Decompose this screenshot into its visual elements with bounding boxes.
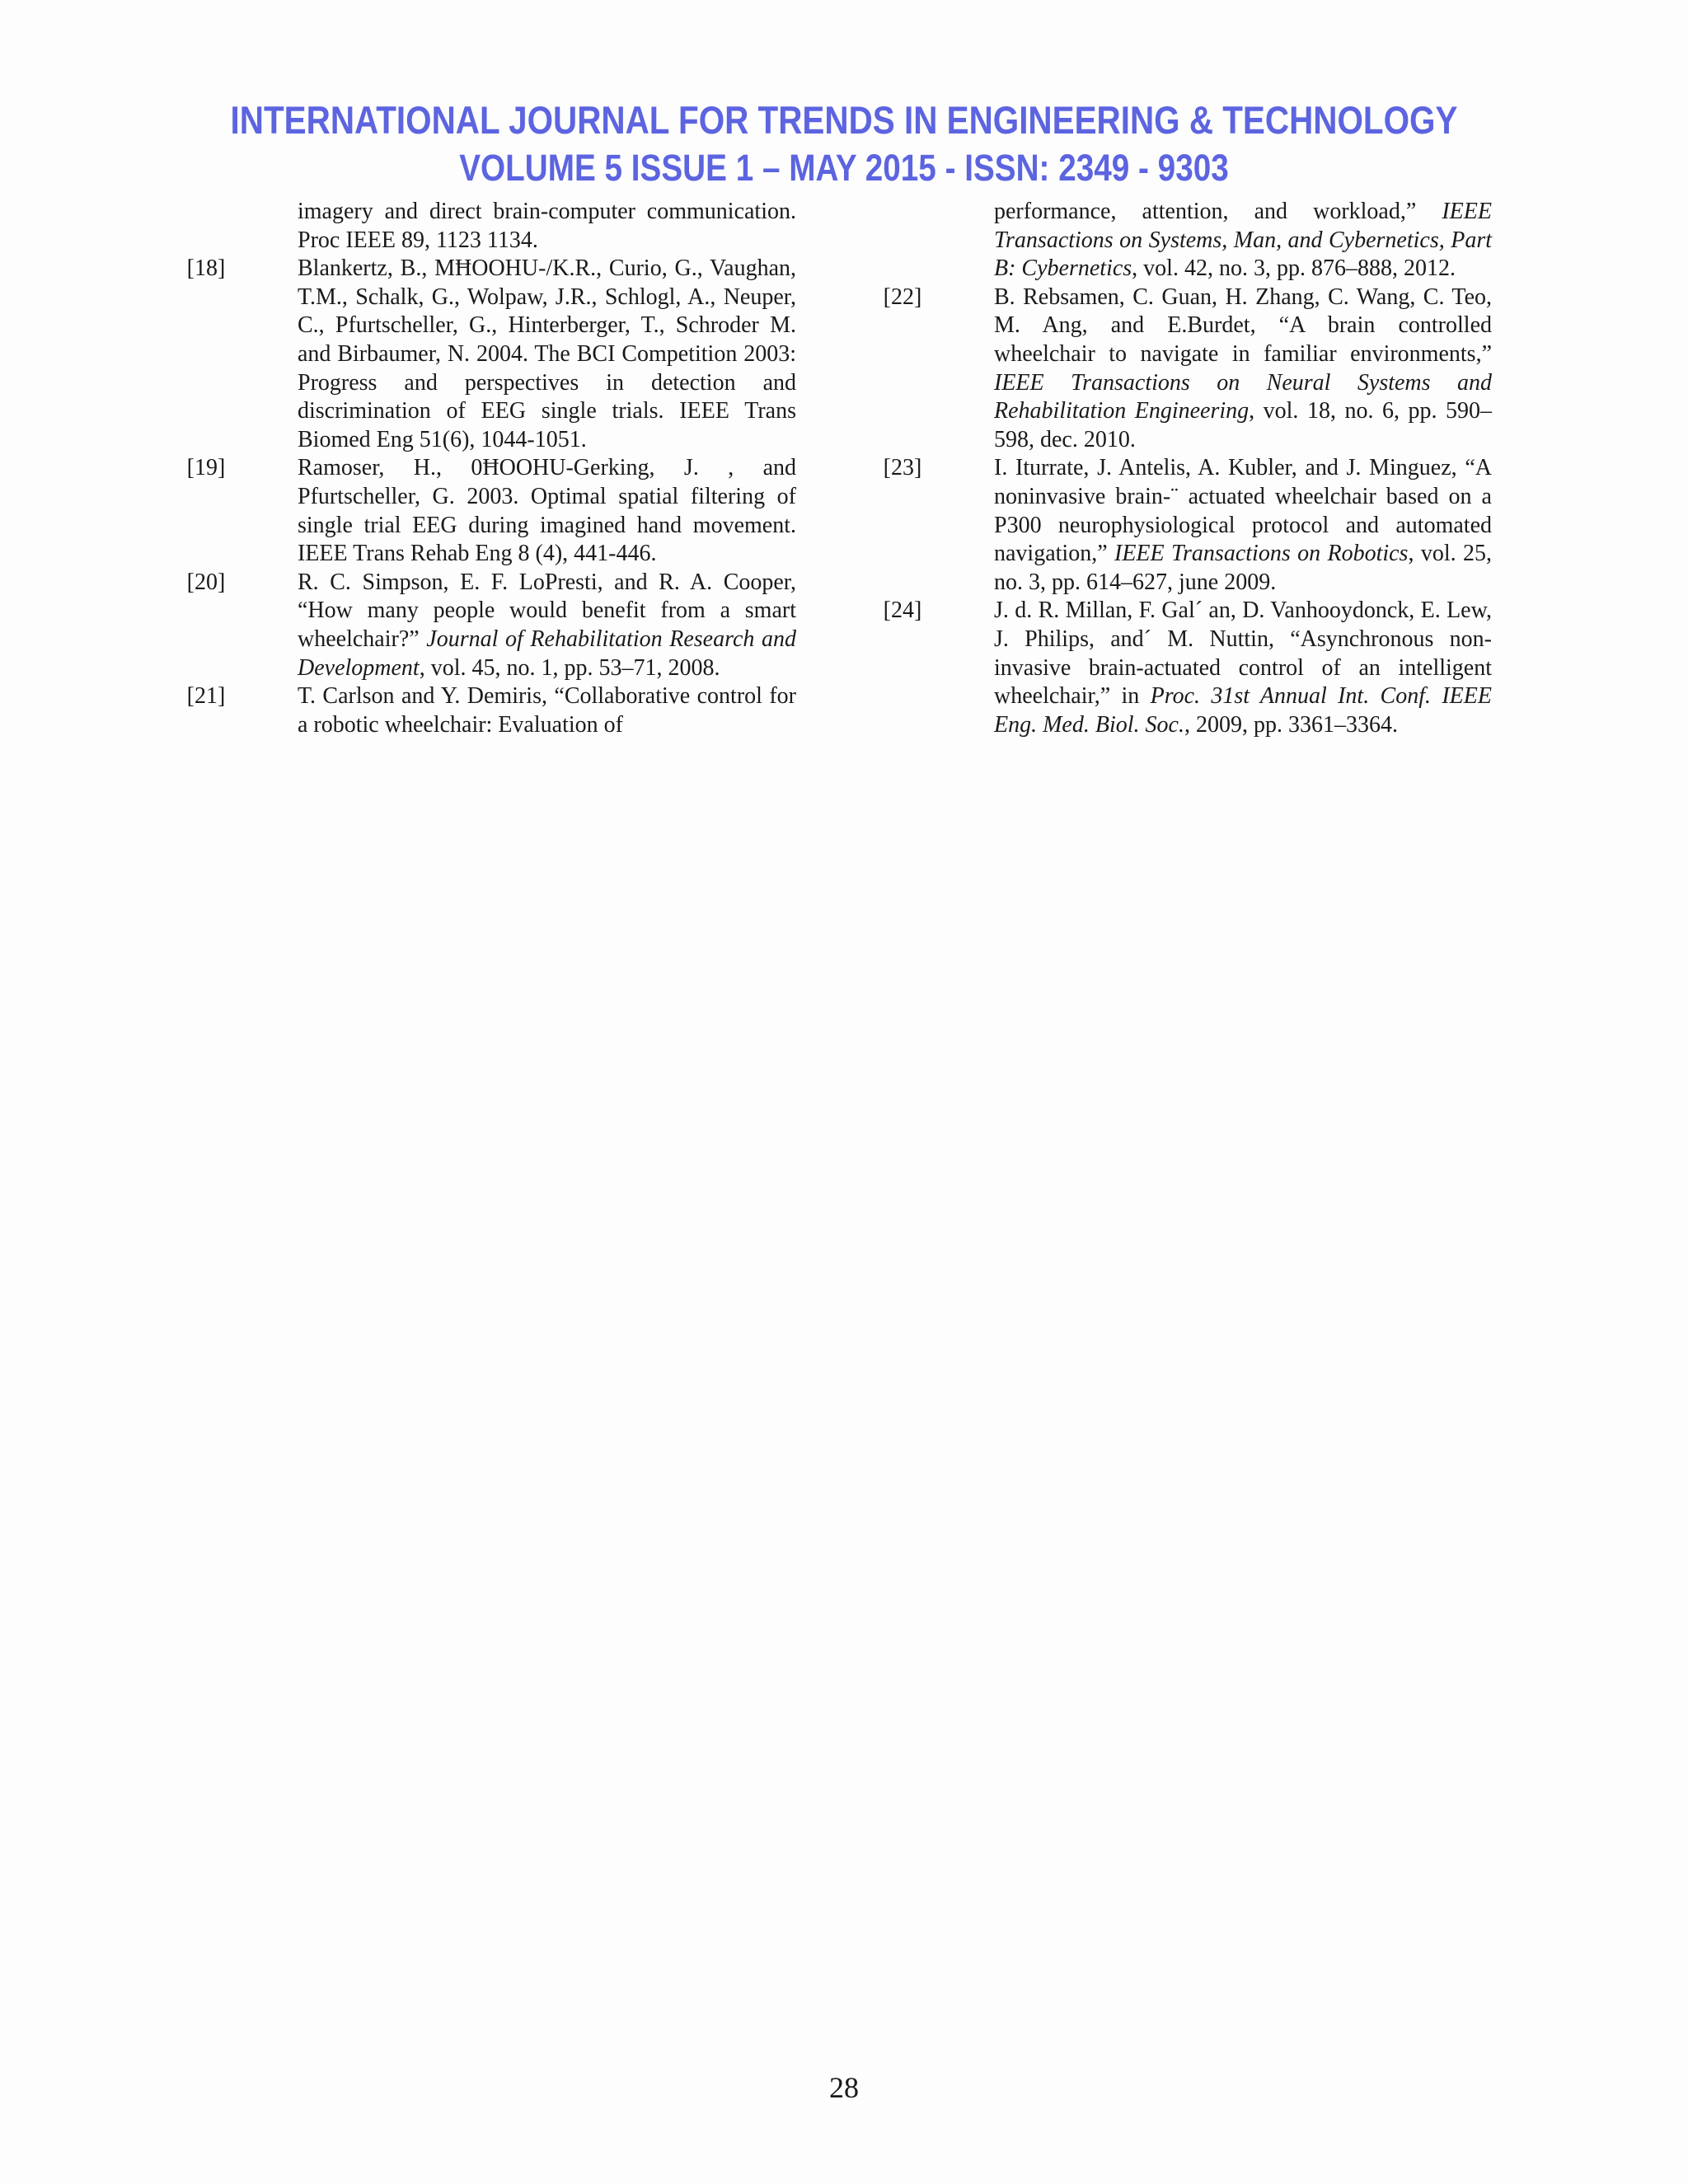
journal-title: INTERNATIONAL JOURNAL FOR TRENDS IN ENGINEERING & TECHNOLOGY bbox=[230, 98, 1458, 142]
reference-number: [20] bbox=[186, 569, 226, 595]
reference-22 bbox=[883, 284, 1493, 455]
page-number: 28 bbox=[829, 2071, 859, 2104]
journal-issue-line: VOLUME 5 ISSUE 1 – MAY 2015 - ISSN: 2349 - 9303 bbox=[459, 147, 1229, 189]
reference-number: [21] bbox=[186, 683, 226, 710]
reference-text-plain: , vol. 25, no. 3, pp. 614–627, june 2009. bbox=[994, 541, 1493, 595]
reference-19 bbox=[186, 454, 796, 568]
reference-text-plain: I. Iturrate, J. Antelis, A. Kubler, and J. Minguez, “A noninvasive brain-¨ actuated wheelchair based on a P300 neurophysiological protocol and automated navigation,” bbox=[994, 455, 1492, 567]
reference-text: Ramoser, H., 0ĦOOHU-Gerking, J. , and Pfurtscheller, G. 2003. Optimal spatial filtering of single trial EEG during imagined hand movement. IEEE Trans Rehab Eng 8 (4), 441-446. bbox=[298, 455, 796, 567]
reference-text bbox=[298, 569, 796, 682]
reference-text-plain: performance, attention, and workload,” bbox=[994, 199, 1442, 224]
reference-number: [18] bbox=[186, 255, 226, 282]
reference-number: [23] bbox=[883, 455, 922, 481]
references-left-column bbox=[186, 198, 797, 739]
reference-journal-name: IEEE Transactions on Neural Systems and Rehabilitation Engineering bbox=[994, 369, 1492, 424]
reference-text bbox=[994, 198, 1492, 284]
reference-text bbox=[994, 284, 1492, 455]
references-right-column bbox=[883, 198, 1493, 739]
reference-21 bbox=[186, 682, 796, 739]
reference-text-plain: , vol. 18, no. 6, pp. 590–598, dec. 2010. bbox=[994, 398, 1493, 452]
reference-text-plain: , vol. 45, no. 1, pp. 53–71, 2008. bbox=[419, 654, 720, 681]
reference-text-plain: , 2009, pp. 3361–3364. bbox=[1184, 711, 1398, 738]
reference-text bbox=[994, 597, 1492, 739]
reference-text-plain: J. d. R. Millan, F. Gal´ an, D. Vanhooydonck, E. Lew, J. Philips, and´ M. Nuttin, “Asynchronous non-invasive brain-actuated control of an intelligent wheelchair,” in bbox=[994, 598, 1492, 710]
reference-24 bbox=[883, 597, 1492, 739]
reference-20 bbox=[186, 569, 797, 682]
reference-text-plain: R. C. Simpson, E. F. LoPresti, and R. A. Cooper, “How many people would benefit from a smart wheelchair?” bbox=[298, 569, 796, 652]
reference-continuation bbox=[886, 198, 1492, 284]
reference-journal-name: Journal of Rehabilitation Research and Development bbox=[298, 626, 797, 681]
reference-18 bbox=[186, 255, 796, 454]
reference-text bbox=[994, 454, 1492, 597]
reference-number: [22] bbox=[883, 284, 922, 310]
reference-continuation bbox=[190, 198, 796, 255]
reference-text: T. Carlson and Y. Demiris, “Collaborative control for a robotic wheelchair: Evaluation of bbox=[298, 683, 796, 738]
reference-number: [24] bbox=[883, 598, 922, 624]
reference-text: Blankertz, B., MĦOOHU-/K.R., Curio, G., Vaughan, T.M., Schalk, G., Wolpaw, J.R., Schlogl, A., Neuper, C., Pfurtscheller, G., Hinterberger, T., Schroder M. and Birbaumer, N. 2004. The BCI Competition 2003: Progress and perspectives in detection and discrimination of EEG single trials. IEEE Trans Biomed Eng 51(6), 1044-1051. bbox=[298, 255, 796, 452]
reference-text-plain: B. Rebsamen, C. Guan, H. Zhang, C. Wang, C. Teo, M. Ang, and E.Burdet, “A brain controlled wheelchair to navigate in familiar environments,” bbox=[994, 284, 1492, 367]
reference-journal-name: Proc. 31st Annual Int. Conf. IEEE Eng. Med. Biol. Soc. bbox=[994, 683, 1492, 738]
reference-journal-name: IEEE Transactions on Robotics bbox=[1114, 541, 1409, 567]
reference-number: [19] bbox=[186, 455, 226, 481]
reference-23 bbox=[883, 454, 1493, 597]
reference-text: imagery and direct brain-computer communication. Proc IEEE 89, 1123 1134. bbox=[298, 199, 796, 253]
reference-journal-name: IEEE Transactions on Systems, Man, and Cybernetics, Part B: Cybernetics bbox=[994, 199, 1492, 282]
reference-text-plain: , vol. 42, no. 3, pp. 876–888, 2012. bbox=[1132, 255, 1456, 282]
